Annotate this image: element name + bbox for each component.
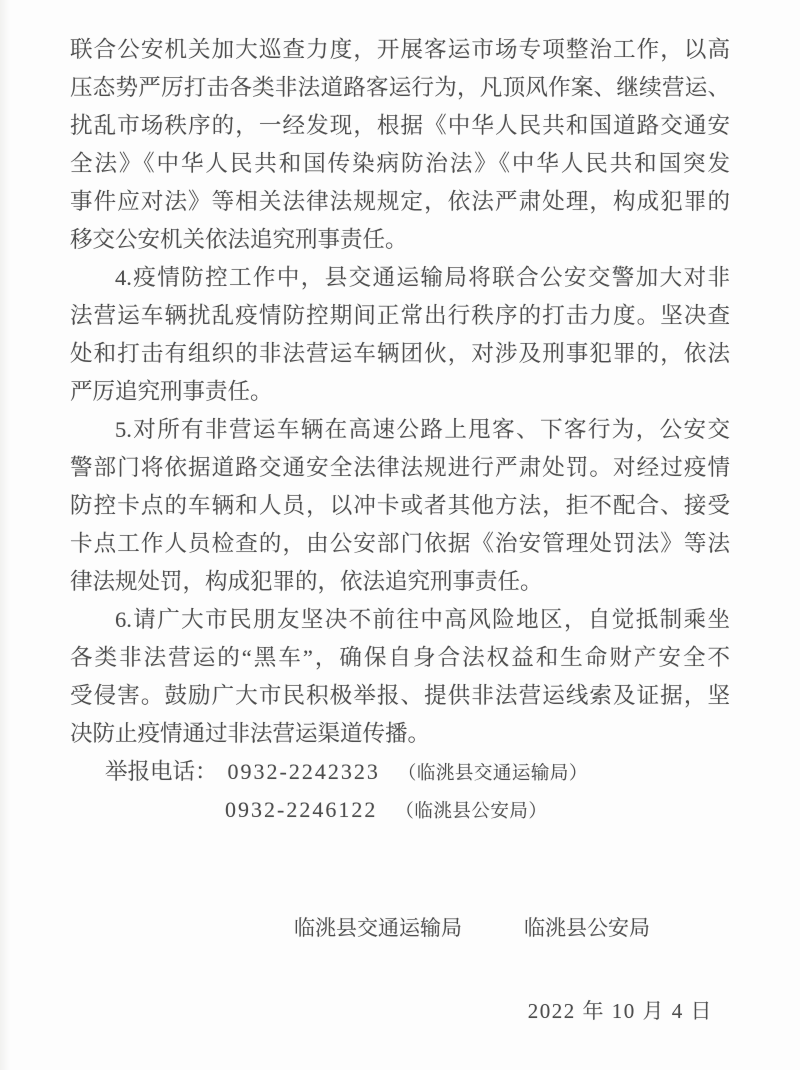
text-line: 6.请广大市民朋友坚决不前往中高风险地区，自觉抵制乘坐 — [115, 607, 730, 632]
text-line: 法营运车辆扰乱疫情防控期间正常出行秩序的打击力度。坚决查 — [70, 303, 730, 328]
text-line: 严厉追究刑事责任。 — [70, 379, 273, 404]
text-line: 处和打击有组织的非法营运车辆团伙，对涉及刑事犯罪的，依法 — [70, 341, 730, 366]
hotline-row — [70, 791, 730, 829]
hotline-org: （临洮县交通运输局） — [397, 764, 588, 784]
text-line: 事件应对法》等相关法律法规规定，依法严肃处理，构成犯罪的 — [70, 189, 730, 214]
signature-transport-bureau: 临洮县交通运输局 — [294, 916, 462, 940]
signature-row — [70, 913, 730, 943]
text-line: 4.疫情防控工作中，县交通运输局将联合公安交警加大对非 — [115, 265, 730, 290]
text-line: 决防止疫情通过非法营运渠道传播。 — [70, 721, 431, 746]
hotline-row — [70, 753, 730, 791]
text-line: 防控卡点的车辆和人员，以冲卡或者其他方法，拒不配合、接受 — [70, 493, 730, 518]
text-line: 移交公安机关依法追究刑事责任。 — [70, 227, 408, 252]
text-line: 联合公安机关加大巡查力度，开展客运市场专项整治工作，以高 — [70, 37, 730, 62]
text-line: 卡点工作人员检查的，由公安部门依据《治安管理处罚法》等法 — [70, 531, 730, 556]
text-line: 律法规处罚，构成犯罪的，依法追究刑事责任。 — [70, 569, 543, 594]
date-line: 2022 年 10 月 4 日 — [527, 999, 713, 1023]
text-line: 全法》《中华人民共和国传染病防治法》《中华人民共和国突发 — [70, 151, 730, 176]
hotline-number: 0932-2246122 — [225, 797, 378, 822]
text-line: 压态势严厉打击各类非法道路客运行为，凡顶风作案、继续营运、 — [70, 75, 730, 100]
text-line: 5.对所有非营运车辆在高速公路上甩客、下客行为，公安交 — [115, 417, 730, 442]
text-line: 各类非法营运的“黑车”，确保自身合法权益和生命财产安全不 — [70, 645, 730, 670]
hotline-number: 0932-2242323 — [227, 759, 380, 784]
text-line: 受侵害。鼓励广大市民积极举报、提供非法营运线索及证据，坚 — [70, 683, 730, 708]
text-line: 警部门将依据道路交通安全法律法规进行严肃处罚。对经过疫情 — [70, 455, 730, 480]
hotline-org: （临洮县公安局） — [395, 802, 548, 822]
hotline-label: 举报电话： — [105, 759, 218, 784]
signature-public-security-bureau: 临洮县公安局 — [524, 916, 650, 940]
text-line: 扰乱市场秩序的，一经发现，根据《中华人民共和国道路交通安 — [70, 113, 730, 138]
